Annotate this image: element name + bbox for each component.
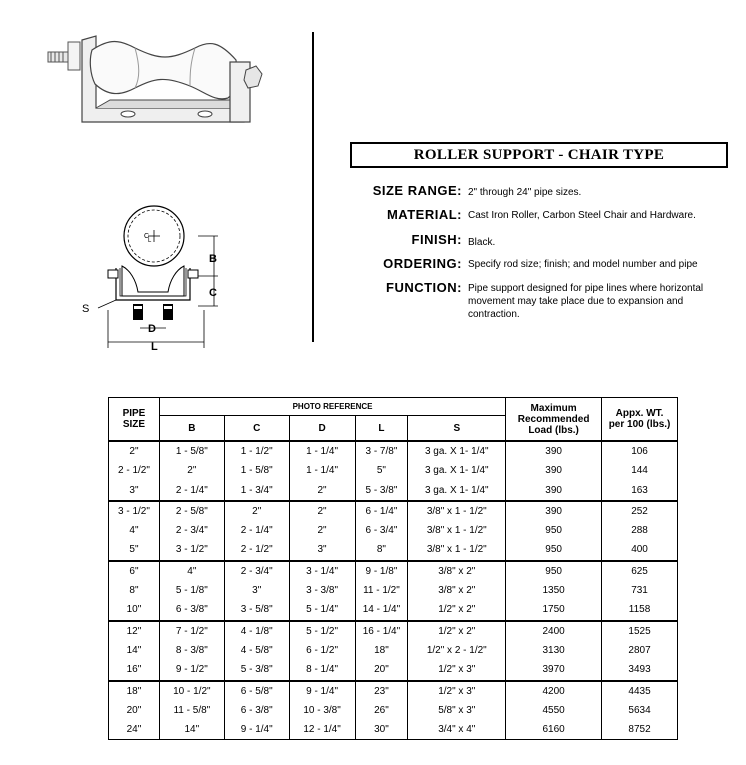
cell-pipe-size: 20"	[109, 701, 160, 720]
cell-c: 2 - 1/2"	[224, 540, 289, 560]
spec-value-function: Pipe support designed for pipe lines where horizontal movement may take place due to expansion and contraction.	[468, 283, 704, 320]
cell-max-load: 1350	[506, 581, 602, 600]
table-row	[109, 481, 678, 501]
header-d: D	[289, 416, 355, 442]
table-row	[109, 461, 678, 480]
spec-label-function: FUNCTION:	[386, 280, 462, 295]
cell-l: 6 - 3/4"	[355, 521, 408, 540]
header-l: L	[355, 416, 408, 442]
cell-l: 16 - 1/4"	[355, 621, 408, 641]
cell-max-load: 390	[506, 441, 602, 461]
cell-l: 18"	[355, 641, 408, 660]
cell-max-load: 2400	[506, 621, 602, 641]
header-b: B	[159, 416, 224, 442]
cell-b: 2 - 5/8"	[159, 501, 224, 521]
cell-b: 2 - 3/4"	[159, 521, 224, 540]
cell-pipe-size: 16"	[109, 660, 160, 680]
cell-s: 3/8" x 2"	[408, 581, 506, 600]
cell-weight: 1525	[602, 621, 678, 641]
cell-max-load: 390	[506, 481, 602, 501]
cell-s: 3 ga. X 1- 1/4"	[408, 481, 506, 501]
cl-label: C	[144, 233, 150, 240]
cell-s: 3/8" x 2"	[408, 561, 506, 581]
cell-pipe-size: 14"	[109, 641, 160, 660]
cell-b: 14"	[159, 720, 224, 740]
cell-s: 5/8" x 3"	[408, 701, 506, 720]
cell-l: 3 - 7/8"	[355, 441, 408, 461]
dimension-drawing	[78, 200, 238, 355]
cell-d: 3"	[289, 540, 355, 560]
cell-pipe-size: 3 - 1/2"	[109, 501, 160, 521]
cell-max-load: 6160	[506, 720, 602, 740]
dim-d-label: D	[148, 323, 156, 335]
cell-d: 2"	[289, 501, 355, 521]
cell-d: 12 - 1/4"	[289, 720, 355, 740]
cell-s: 1/2" x 3"	[408, 660, 506, 680]
cell-max-load: 1750	[506, 600, 602, 620]
cell-pipe-size: 12"	[109, 621, 160, 641]
cell-s: 1/2" x 2"	[408, 621, 506, 641]
cell-max-load: 950	[506, 540, 602, 560]
cell-s: 3 ga. X 1- 1/4"	[408, 461, 506, 480]
table-row	[109, 720, 678, 740]
cell-l: 5 - 3/8"	[355, 481, 408, 501]
table-row	[109, 660, 678, 680]
cell-weight: 731	[602, 581, 678, 600]
header-weight: Appx. WT. per 100 (lbs.)	[602, 398, 678, 442]
header-photo-reference: PHOTO REFERENCE	[159, 398, 505, 416]
cell-b: 8 - 3/8"	[159, 641, 224, 660]
spec-label-ordering: ORDERING:	[383, 256, 462, 271]
divider-line	[312, 32, 314, 342]
cell-c: 1 - 3/4"	[224, 481, 289, 501]
cell-l: 5"	[355, 461, 408, 480]
cell-c: 6 - 3/8"	[224, 701, 289, 720]
cell-pipe-size: 8"	[109, 581, 160, 600]
cell-b: 10 - 1/2"	[159, 681, 224, 701]
cell-weight: 163	[602, 481, 678, 501]
header-max-load: Maximum Recommended Load (lbs.)	[506, 398, 602, 442]
cell-weight: 144	[602, 461, 678, 480]
cell-b: 9 - 1/2"	[159, 660, 224, 680]
cell-d: 8 - 1/4"	[289, 660, 355, 680]
cell-weight: 2807	[602, 641, 678, 660]
cell-weight: 3493	[602, 660, 678, 680]
table-row	[109, 600, 678, 620]
cell-max-load: 950	[506, 561, 602, 581]
dim-l-label: L	[151, 341, 158, 353]
cell-l: 26"	[355, 701, 408, 720]
cell-l: 11 - 1/2"	[355, 581, 408, 600]
cell-b: 2 - 1/4"	[159, 481, 224, 501]
spec-label-material: MATERIAL:	[386, 207, 462, 222]
cell-weight: 106	[602, 441, 678, 461]
table-row	[109, 681, 678, 701]
spec-label-size-range: SIZE RANGE:	[372, 183, 462, 198]
cell-b: 5 - 1/8"	[159, 581, 224, 600]
cell-max-load: 3970	[506, 660, 602, 680]
cell-weight: 625	[602, 561, 678, 581]
cell-weight: 5634	[602, 701, 678, 720]
cell-pipe-size: 6"	[109, 561, 160, 581]
table-row	[109, 501, 678, 521]
cell-max-load: 390	[506, 501, 602, 521]
cell-s: 3/4" x 4"	[408, 720, 506, 740]
roller-support-illustration	[40, 30, 270, 145]
table-row	[109, 540, 678, 560]
cell-s: 3/8" x 1 - 1/2"	[408, 540, 506, 560]
cell-b: 4"	[159, 561, 224, 581]
cell-weight: 252	[602, 501, 678, 521]
cell-pipe-size: 10"	[109, 600, 160, 620]
cell-pipe-size: 5"	[109, 540, 160, 560]
cell-c: 4 - 5/8"	[224, 641, 289, 660]
cell-max-load: 390	[506, 461, 602, 480]
cell-l: 23"	[355, 681, 408, 701]
cell-c: 9 - 1/4"	[224, 720, 289, 740]
dimension-table	[108, 397, 678, 740]
cell-s: 3 ga. X 1- 1/4"	[408, 441, 506, 461]
cell-c: 6 - 5/8"	[224, 681, 289, 701]
spec-value-material: Cast Iron Roller, Carbon Steel Chair and Hardware.	[468, 210, 696, 221]
header-s: S	[408, 416, 506, 442]
cell-pipe-size: 24"	[109, 720, 160, 740]
spec-value-size-range: 2" through 24" pipe sizes.	[468, 187, 582, 198]
cell-weight: 8752	[602, 720, 678, 740]
cell-c: 2 - 3/4"	[224, 561, 289, 581]
cell-l: 20"	[355, 660, 408, 680]
cell-b: 3 - 1/2"	[159, 540, 224, 560]
cell-weight: 1158	[602, 600, 678, 620]
cell-d: 9 - 1/4"	[289, 681, 355, 701]
cell-s: 3/8" x 1 - 1/2"	[408, 501, 506, 521]
cl-sub-label: L	[148, 238, 152, 244]
cell-b: 2"	[159, 461, 224, 480]
cell-s: 1/2" x 3"	[408, 681, 506, 701]
cell-pipe-size: 2"	[109, 441, 160, 461]
cell-b: 7 - 1/2"	[159, 621, 224, 641]
dim-b-label: B	[209, 253, 217, 265]
cell-c: 1 - 1/2"	[224, 441, 289, 461]
cell-max-load: 3130	[506, 641, 602, 660]
table-row	[109, 521, 678, 540]
cell-weight: 4435	[602, 681, 678, 701]
table-row	[109, 561, 678, 581]
cell-weight: 400	[602, 540, 678, 560]
page-title: ROLLER SUPPORT - CHAIR TYPE	[350, 142, 728, 168]
spec-value-ordering: Specify rod size; finish; and model number and pipe	[468, 259, 698, 270]
cell-pipe-size: 2 - 1/2"	[109, 461, 160, 480]
cell-c: 3"	[224, 581, 289, 600]
cell-d: 1 - 1/4"	[289, 441, 355, 461]
cell-c: 2 - 1/4"	[224, 521, 289, 540]
dim-c-label: C	[209, 287, 217, 299]
cell-s: 3/8" x 1 - 1/2"	[408, 521, 506, 540]
spec-label-finish: FINISH:	[411, 232, 462, 247]
cell-b: 6 - 3/8"	[159, 600, 224, 620]
cell-weight: 288	[602, 521, 678, 540]
table-row	[109, 701, 678, 720]
cell-d: 2"	[289, 481, 355, 501]
cell-max-load: 4200	[506, 681, 602, 701]
cell-max-load: 4550	[506, 701, 602, 720]
table-row	[109, 581, 678, 600]
cell-d: 1 - 1/4"	[289, 461, 355, 480]
cell-d: 6 - 1/2"	[289, 641, 355, 660]
cell-d: 3 - 1/4"	[289, 561, 355, 581]
cell-c: 3 - 5/8"	[224, 600, 289, 620]
cell-c: 1 - 5/8"	[224, 461, 289, 480]
table-row	[109, 441, 678, 461]
cell-l: 30"	[355, 720, 408, 740]
cell-pipe-size: 3"	[109, 481, 160, 501]
cell-c: 5 - 3/8"	[224, 660, 289, 680]
cell-c: 4 - 1/8"	[224, 621, 289, 641]
table-row	[109, 621, 678, 641]
cell-l: 9 - 1/8"	[355, 561, 408, 581]
cell-d: 5 - 1/2"	[289, 621, 355, 641]
header-c: C	[224, 416, 289, 442]
cell-max-load: 950	[506, 521, 602, 540]
header-pipe-size: PIPE SIZE	[109, 398, 160, 442]
cell-b: 11 - 5/8"	[159, 701, 224, 720]
cell-l: 14 - 1/4"	[355, 600, 408, 620]
cell-pipe-size: 4"	[109, 521, 160, 540]
cell-d: 3 - 3/8"	[289, 581, 355, 600]
cell-pipe-size: 18"	[109, 681, 160, 701]
spec-value-finish: Black.	[468, 237, 496, 248]
cell-d: 10 - 3/8"	[289, 701, 355, 720]
cell-s: 1/2" x 2"	[408, 600, 506, 620]
cell-l: 8"	[355, 540, 408, 560]
dim-s-label: S	[82, 303, 90, 315]
cell-c: 2"	[224, 501, 289, 521]
table-row	[109, 641, 678, 660]
cell-d: 5 - 1/4"	[289, 600, 355, 620]
cell-s: 1/2" x 2 - 1/2"	[408, 641, 506, 660]
cell-l: 6 - 1/4"	[355, 501, 408, 521]
cell-d: 2"	[289, 521, 355, 540]
cell-b: 1 - 5/8"	[159, 441, 224, 461]
